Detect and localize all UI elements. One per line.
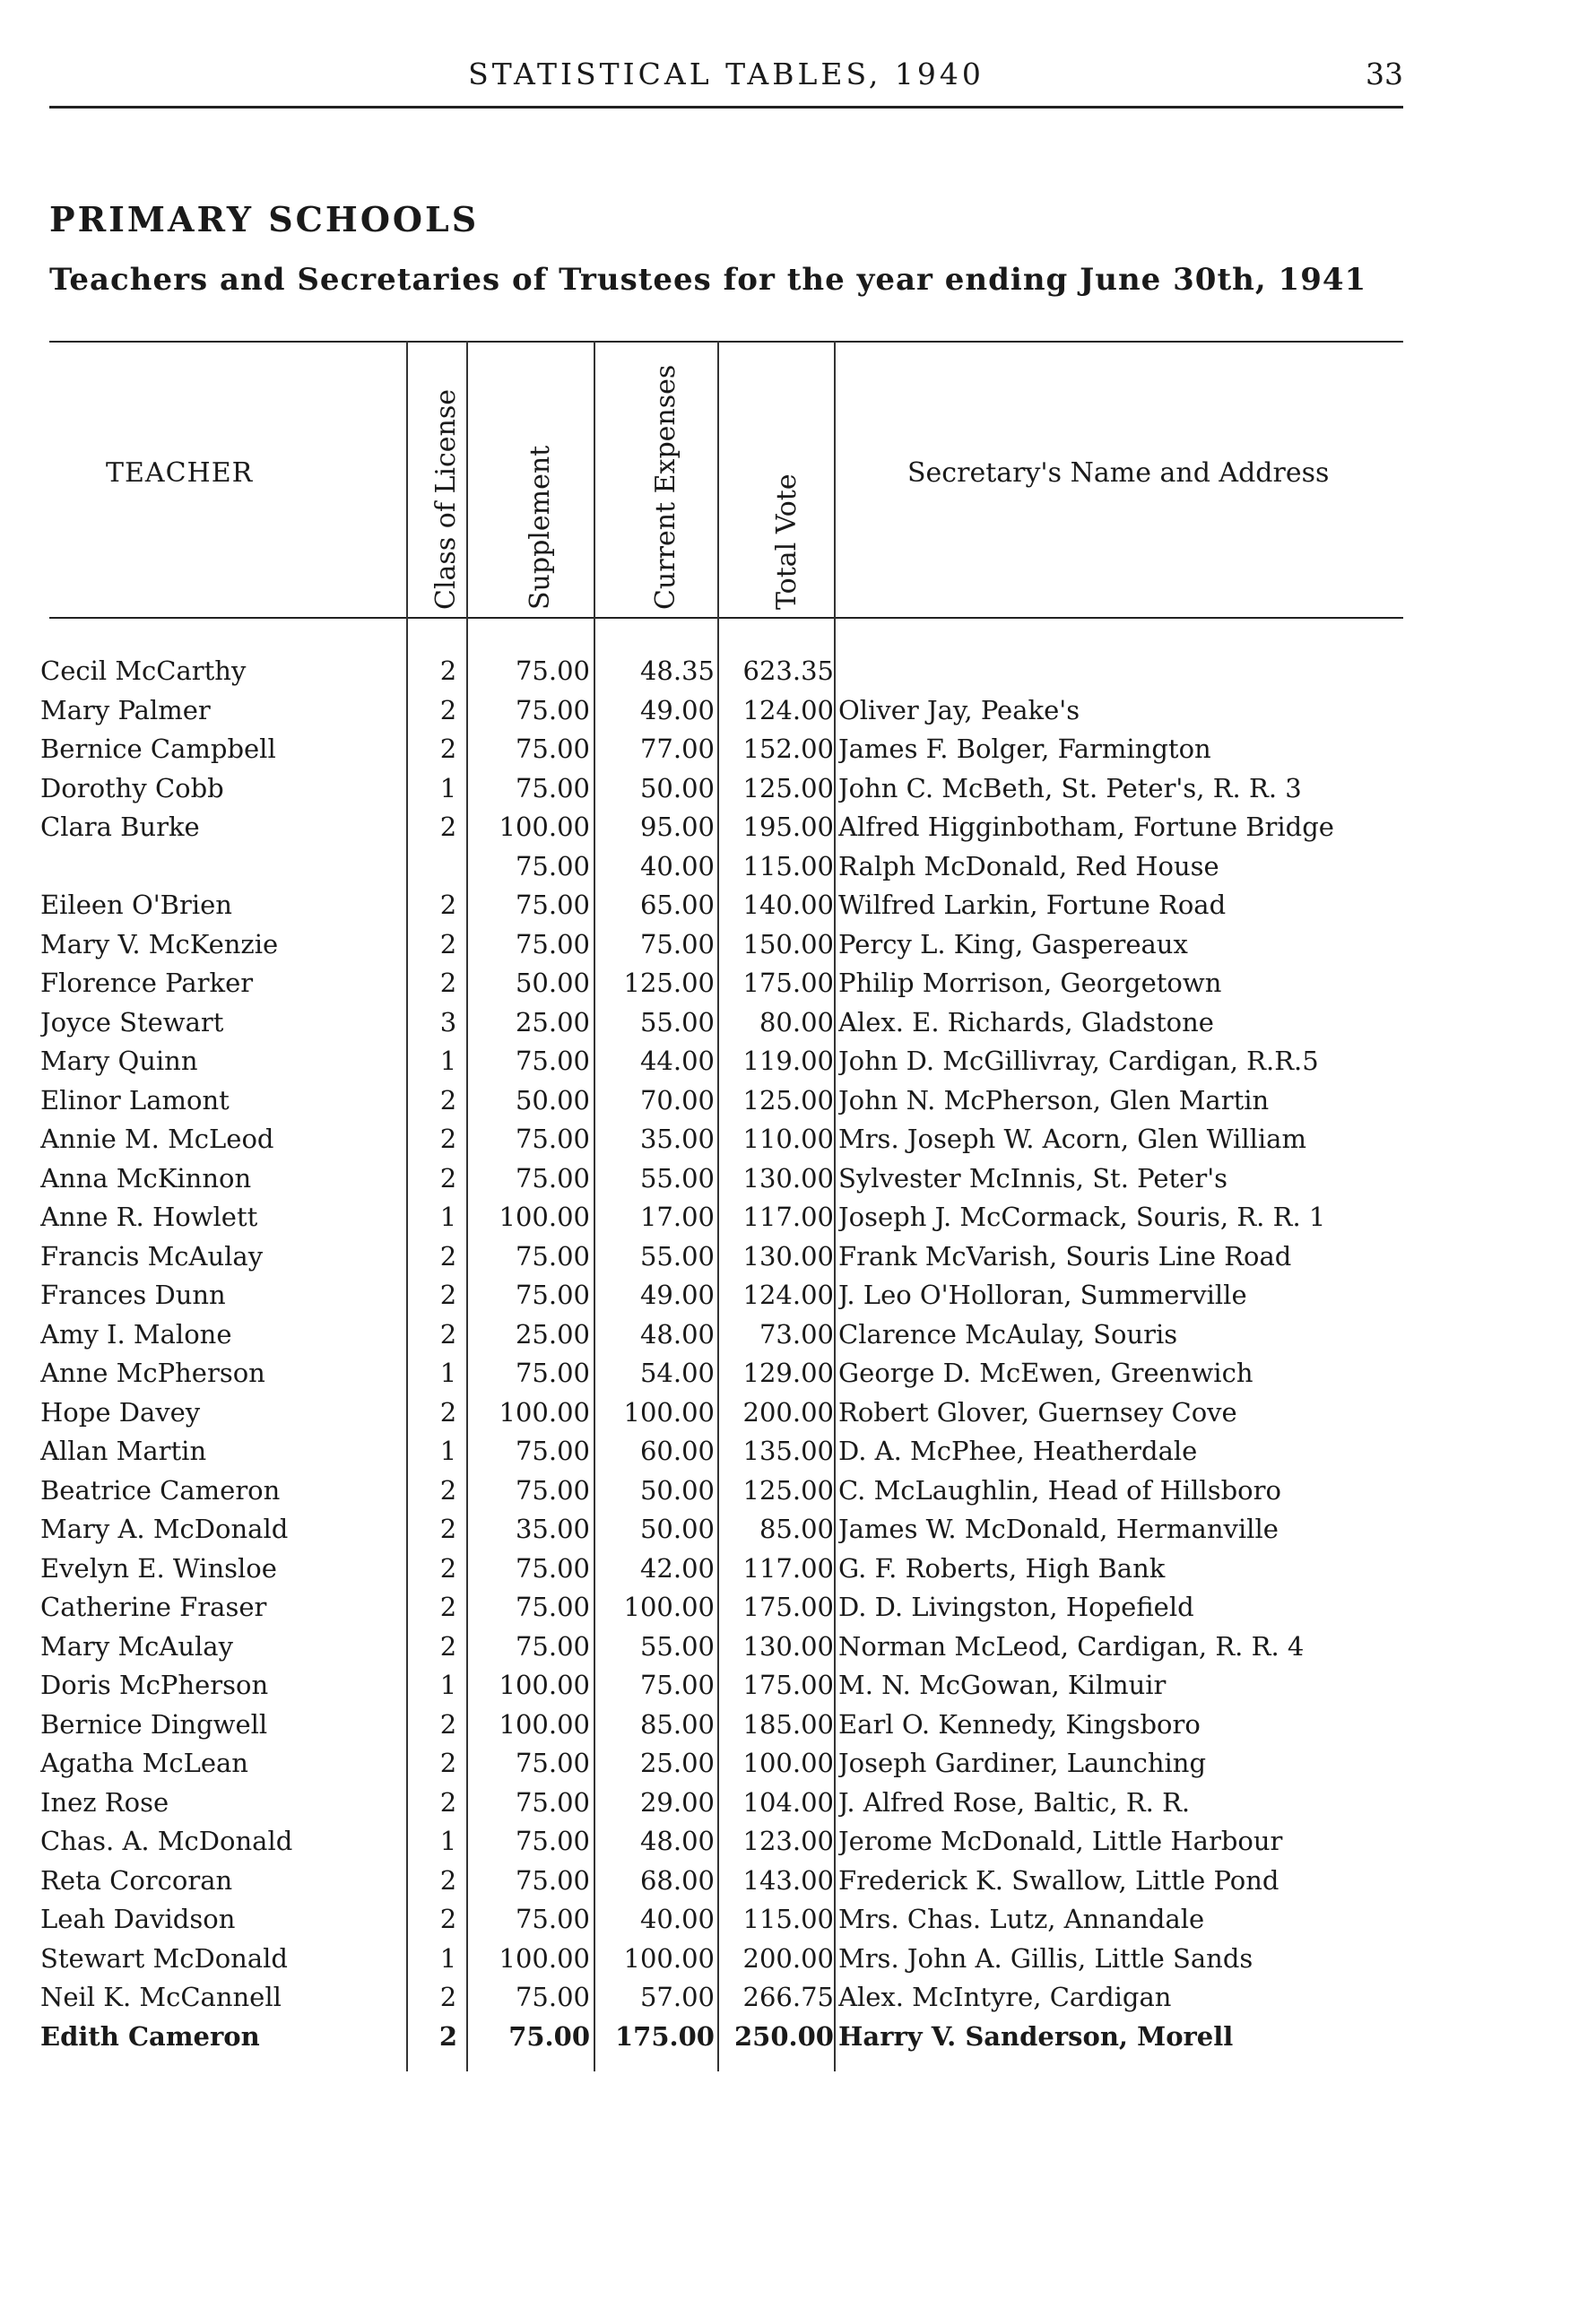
total-vote-value: 266.75 <box>742 1982 834 2012</box>
supplement-value: 75.00 <box>515 1826 590 1856</box>
table-rule-mid <box>49 617 1403 619</box>
table-row <box>40 1822 1412 1862</box>
total-vote-value: 200.00 <box>742 1396 834 1428</box>
supplement-value: 75.00 <box>515 1904 590 1934</box>
total-vote-value: 123.00 <box>742 1826 834 1856</box>
class-of-license: 2 <box>439 1514 457 1544</box>
class-of-license: 2 <box>438 2020 458 2052</box>
total-vote-value: 152.00 <box>742 734 834 764</box>
table-row <box>40 691 1412 731</box>
supplement-value: 25.00 <box>515 1006 590 1037</box>
teacher-name: Anna McKinnon <box>40 1162 252 1194</box>
current-expenses-value: 100.00 <box>623 1592 715 1622</box>
column-header-class-wrap <box>403 341 462 610</box>
column-header-total: Total Vote <box>771 473 802 610</box>
current-expenses-value: 77.00 <box>639 734 715 764</box>
page-number: 33 <box>1366 56 1403 91</box>
total-vote-value: 140.00 <box>742 890 834 920</box>
secretary-name-address: Robert Glover, Guernsey Cove <box>838 1396 1237 1428</box>
class-of-license: 1 <box>439 1670 457 1700</box>
teacher-name: Mary McAulay <box>40 1630 233 1662</box>
total-vote-value: 104.00 <box>742 1786 834 1818</box>
supplement-value: 75.00 <box>515 1358 590 1388</box>
class-of-license: 2 <box>439 1708 457 1740</box>
secretary-name-address: Mrs. Joseph W. Acorn, Glen William <box>838 1124 1306 1154</box>
supplement-value: 75.00 <box>515 1436 590 1466</box>
supplement-value: 100.00 <box>499 812 590 842</box>
secretary-name-address: D. A. McPhee, Heatherdale <box>838 1436 1198 1466</box>
secretary-name-address: Sylvester McInnis, St. Peter's <box>838 1162 1228 1194</box>
total-vote-value: 130.00 <box>742 1630 834 1662</box>
current-expenses-value: 17.00 <box>639 1202 715 1232</box>
class-of-license: 2 <box>439 1084 457 1116</box>
supplement-value: 35.00 <box>515 1514 590 1544</box>
table-row <box>40 1666 1412 1706</box>
current-expenses-value: 55.00 <box>639 1162 715 1194</box>
secretary-name-address: Jerome McDonald, Little Harbour <box>838 1826 1283 1856</box>
table-row <box>40 1432 1412 1472</box>
class-of-license: 2 <box>439 1318 457 1350</box>
supplement-value: 75.00 <box>515 694 590 725</box>
supplement-value: 75.00 <box>515 734 590 764</box>
table-row <box>40 1003 1412 1043</box>
table-row <box>40 808 1412 847</box>
supplement-value: 100.00 <box>499 1670 590 1700</box>
table-row <box>40 1042 1412 1081</box>
teacher-name: Doris McPherson <box>40 1670 269 1700</box>
class-of-license: 2 <box>439 890 457 920</box>
table-row <box>40 1784 1412 1823</box>
secretary-name-address: Alfred Higginbotham, Fortune Bridge <box>838 812 1334 842</box>
total-vote-value: 623.35 <box>742 655 834 686</box>
supplement-value: 75.00 <box>515 772 590 803</box>
teacher-name: Dorothy Cobb <box>40 772 224 803</box>
table-row <box>40 1120 1412 1159</box>
class-of-license: 2 <box>439 968 457 998</box>
table-row <box>40 1315 1412 1355</box>
secretary-name-address: Joseph J. McCormack, Souris, R. R. 1 <box>838 1202 1326 1232</box>
table-row <box>40 1081 1412 1121</box>
class-of-license: 1 <box>439 1826 457 1856</box>
column-header-current: Current Expenses <box>650 364 681 610</box>
secretary-name-address: James F. Bolger, Farmington <box>838 734 1211 764</box>
total-vote-value: 110.00 <box>742 1124 834 1154</box>
section-title: PRIMARY SCHOOLS <box>49 199 480 239</box>
page-header <box>49 49 1403 103</box>
table-row <box>40 769 1412 809</box>
current-expenses-value: 100.00 <box>623 1942 715 1974</box>
secretary-name-address: Alex. E. Richards, Gladstone <box>838 1006 1214 1037</box>
total-vote-value: 119.00 <box>742 1046 834 1076</box>
current-expenses-value: 55.00 <box>639 1006 715 1037</box>
table-row <box>40 652 1412 691</box>
teacher-name: Anne McPherson <box>40 1358 265 1388</box>
column-header-class: Class of License <box>430 388 462 610</box>
teacher-name: Mary V. McKenzie <box>40 928 279 959</box>
column-header-secretary: Secretary's Name and Address <box>907 457 1330 489</box>
class-of-license: 2 <box>439 694 457 725</box>
secretary-name-address: D. D. Livingston, Hopefield <box>838 1592 1194 1622</box>
teacher-name: Frances Dunn <box>40 1280 226 1310</box>
total-vote-value: 175.00 <box>742 968 834 998</box>
current-expenses-value: 50.00 <box>639 772 715 803</box>
column-header-current-wrap <box>623 341 681 610</box>
supplement-value: 50.00 <box>515 968 590 998</box>
teacher-name: Reta Corcoran <box>40 1864 233 1896</box>
teacher-name: Leah Davidson <box>40 1904 236 1934</box>
supplement-value: 75.00 <box>515 890 590 920</box>
teacher-name: Elinor Lamont <box>40 1084 230 1116</box>
secretary-name-address: M. N. McGowan, Kilmuir <box>838 1670 1167 1700</box>
column-header-teacher: TEACHER <box>106 457 254 489</box>
teacher-name: Edith Cameron <box>40 2020 260 2052</box>
class-of-license: 2 <box>439 1162 457 1194</box>
table-row <box>40 1588 1412 1628</box>
teacher-name: Allan Martin <box>40 1436 207 1466</box>
supplement-value: 75.00 <box>515 1748 590 1778</box>
current-expenses-value: 57.00 <box>639 1982 715 2012</box>
table-row <box>40 1550 1412 1589</box>
class-of-license: 2 <box>439 1748 457 1778</box>
teacher-name: Florence Parker <box>40 968 254 998</box>
column-header-supplement: Supplement <box>525 445 556 610</box>
secretary-name-address: Harry V. Sanderson, Morell <box>838 2020 1234 2052</box>
secretary-name-address: Frederick K. Swallow, Little Pond <box>838 1864 1279 1896</box>
current-expenses-value: 75.00 <box>639 928 715 959</box>
total-vote-value: 125.00 <box>742 772 834 803</box>
teacher-name: Beatrice Cameron <box>40 1474 281 1506</box>
secretary-name-address: John N. McPherson, Glen Martin <box>838 1084 1270 1116</box>
teacher-name: Joyce Stewart <box>40 1006 224 1037</box>
current-expenses-value: 125.00 <box>623 968 715 998</box>
supplement-value: 75.00 <box>508 2020 590 2052</box>
table-row <box>40 2018 1412 2057</box>
total-vote-value: 125.00 <box>742 1474 834 1506</box>
total-vote-value: 185.00 <box>742 1708 834 1740</box>
teacher-name: Francis McAulay <box>40 1240 264 1272</box>
current-expenses-value: 40.00 <box>639 850 715 881</box>
teacher-name: Amy I. Malone <box>40 1318 232 1350</box>
secretary-name-address: Percy L. King, Gaspereaux <box>838 928 1188 959</box>
current-expenses-value: 48.00 <box>639 1826 715 1856</box>
table-row <box>40 730 1412 769</box>
table-row <box>40 1393 1412 1433</box>
supplement-value: 75.00 <box>515 928 590 959</box>
column-header-total-wrap <box>744 341 802 610</box>
teacher-name: Chas. A. McDonald <box>40 1826 293 1856</box>
teacher-name: Clara Burke <box>40 812 200 842</box>
secretary-name-address: Clarence McAulay, Souris <box>838 1318 1178 1350</box>
table-row <box>40 1706 1412 1745</box>
current-expenses-value: 35.00 <box>639 1124 715 1154</box>
table-rule-top <box>49 341 1403 343</box>
current-expenses-value: 55.00 <box>639 1240 715 1272</box>
total-vote-value: 175.00 <box>742 1670 834 1700</box>
class-of-license: 2 <box>439 928 457 959</box>
secretary-name-address: G. F. Roberts, High Bank <box>838 1552 1166 1584</box>
secretary-name-address: John D. McGillivray, Cardigan, R.R.5 <box>838 1046 1319 1076</box>
total-vote-value: 129.00 <box>742 1358 834 1388</box>
current-expenses-value: 44.00 <box>639 1046 715 1076</box>
supplement-value: 75.00 <box>515 1280 590 1310</box>
secretary-name-address: Mrs. Chas. Lutz, Annandale <box>838 1904 1205 1934</box>
secretary-name-address: J. Alfred Rose, Baltic, R. R. <box>838 1786 1191 1818</box>
table-row <box>40 1472 1412 1511</box>
supplement-value: 75.00 <box>515 850 590 881</box>
table-row <box>40 1510 1412 1550</box>
current-expenses-value: 65.00 <box>639 890 715 920</box>
table-row <box>40 964 1412 1003</box>
teacher-name: Agatha McLean <box>40 1748 248 1778</box>
class-of-license: 1 <box>439 1942 457 1974</box>
supplement-value: 75.00 <box>515 1786 590 1818</box>
class-of-license: 2 <box>439 1864 457 1896</box>
current-expenses-value: 75.00 <box>639 1670 715 1700</box>
secretary-name-address: Alex. McIntyre, Cardigan <box>838 1982 1172 2012</box>
current-expenses-value: 40.00 <box>639 1904 715 1934</box>
secretary-name-address: Mrs. John A. Gillis, Little Sands <box>838 1942 1253 1974</box>
teacher-name: Catherine Fraser <box>40 1592 267 1622</box>
current-expenses-value: 55.00 <box>639 1630 715 1662</box>
secretary-name-address: James W. McDonald, Hermanville <box>838 1514 1279 1544</box>
column-header-supplement-wrap <box>498 341 556 610</box>
total-vote-value: 117.00 <box>742 1202 834 1232</box>
secretary-name-address: C. McLaughlin, Head of Hillsboro <box>838 1474 1281 1506</box>
secretary-name-address: Earl O. Kennedy, Kingsboro <box>838 1708 1201 1740</box>
teacher-name: Neil K. McCannell <box>40 1982 282 2012</box>
secretary-name-address: J. Leo O'Holloran, Summerville <box>838 1280 1247 1310</box>
total-vote-value: 115.00 <box>742 1904 834 1934</box>
secretary-name-address: Ralph McDonald, Red House <box>838 850 1219 881</box>
supplement-value: 75.00 <box>515 1592 590 1622</box>
current-expenses-value: 100.00 <box>623 1396 715 1428</box>
teacher-name: Evelyn E. Winsloe <box>40 1552 277 1584</box>
current-expenses-value: 48.35 <box>639 655 715 686</box>
supplement-value: 75.00 <box>515 1240 590 1272</box>
current-expenses-value: 48.00 <box>639 1318 715 1350</box>
teacher-name: Eileen O'Brien <box>40 890 232 920</box>
table-row <box>40 847 1412 887</box>
current-expenses-value: 175.00 <box>615 2020 715 2052</box>
class-of-license: 2 <box>439 1552 457 1584</box>
teacher-name: Inez Rose <box>40 1786 169 1818</box>
class-of-license: 2 <box>439 1124 457 1154</box>
teacher-name: Anne R. Howlett <box>40 1202 258 1232</box>
class-of-license: 2 <box>439 1904 457 1934</box>
supplement-value: 75.00 <box>515 1124 590 1154</box>
total-vote-value: 85.00 <box>759 1514 834 1544</box>
current-expenses-value: 25.00 <box>639 1748 715 1778</box>
supplement-value: 75.00 <box>515 1864 590 1896</box>
table-row <box>40 1900 1412 1940</box>
supplement-value: 100.00 <box>499 1708 590 1740</box>
table-row <box>40 1978 1412 2018</box>
class-of-license: 2 <box>439 734 457 764</box>
supplement-value: 100.00 <box>499 1942 590 1974</box>
total-vote-value: 143.00 <box>742 1864 834 1896</box>
table-row <box>40 1628 1412 1667</box>
class-of-license: 2 <box>439 655 457 686</box>
table-row <box>40 1276 1412 1315</box>
teacher-name: Cecil McCarthy <box>40 655 247 686</box>
class-of-license: 2 <box>439 1786 457 1818</box>
total-vote-value: 175.00 <box>742 1592 834 1622</box>
total-vote-value: 250.00 <box>734 2020 834 2052</box>
total-vote-value: 124.00 <box>742 1280 834 1310</box>
current-expenses-value: 70.00 <box>639 1084 715 1116</box>
table-row <box>40 1862 1412 1901</box>
supplement-value: 75.00 <box>515 1162 590 1194</box>
secretary-name-address: Oliver Jay, Peake's <box>838 694 1080 725</box>
total-vote-value: 195.00 <box>742 812 834 842</box>
teacher-name: Mary A. McDonald <box>40 1514 289 1544</box>
total-vote-value: 200.00 <box>742 1942 834 1974</box>
teacher-name: Bernice Campbell <box>40 734 276 764</box>
teacher-name: Annie M. McLeod <box>40 1124 274 1154</box>
current-expenses-value: 50.00 <box>639 1514 715 1544</box>
class-of-license: 2 <box>439 812 457 842</box>
class-of-license: 2 <box>439 1396 457 1428</box>
supplement-value: 75.00 <box>515 1046 590 1076</box>
supplement-value: 50.00 <box>515 1084 590 1116</box>
table-row <box>40 1159 1412 1199</box>
current-expenses-value: 29.00 <box>639 1786 715 1818</box>
current-expenses-value: 68.00 <box>639 1864 715 1896</box>
secretary-name-address: Philip Morrison, Georgetown <box>838 968 1222 998</box>
current-expenses-value: 60.00 <box>639 1436 715 1466</box>
table-row <box>40 1744 1412 1784</box>
total-vote-value: 150.00 <box>742 928 834 959</box>
class-of-license: 2 <box>439 1280 457 1310</box>
supplement-value: 75.00 <box>515 1982 590 2012</box>
class-of-license: 2 <box>439 1474 457 1506</box>
class-of-license: 1 <box>439 1046 457 1076</box>
secretary-name-address: George D. McEwen, Greenwich <box>838 1358 1253 1388</box>
total-vote-value: 130.00 <box>742 1240 834 1272</box>
running-title: STATISTICAL TABLES, 1940 <box>468 56 984 91</box>
table-body <box>40 652 1412 2056</box>
teacher-name: Bernice Dingwell <box>40 1708 268 1740</box>
total-vote-value: 125.00 <box>742 1084 834 1116</box>
current-expenses-value: 95.00 <box>639 812 715 842</box>
class-of-license: 1 <box>439 1436 457 1466</box>
total-vote-value: 73.00 <box>759 1318 834 1350</box>
class-of-license: 1 <box>439 1358 457 1388</box>
total-vote-value: 135.00 <box>742 1436 834 1466</box>
teacher-name: Hope Davey <box>40 1396 201 1428</box>
teacher-name: Mary Quinn <box>40 1046 198 1076</box>
class-of-license: 2 <box>439 1630 457 1662</box>
table-row <box>40 1354 1412 1393</box>
supplement-value: 75.00 <box>515 655 590 686</box>
secretary-name-address: Joseph Gardiner, Launching <box>838 1748 1207 1778</box>
secretary-name-address: Norman McLeod, Cardigan, R. R. 4 <box>838 1630 1305 1662</box>
teacher-name: Mary Palmer <box>40 694 211 725</box>
table-row <box>40 886 1412 925</box>
current-expenses-value: 49.00 <box>639 1280 715 1310</box>
table-row <box>40 925 1412 965</box>
class-of-license: 3 <box>439 1006 457 1037</box>
table-row <box>40 1940 1412 1979</box>
supplement-value: 100.00 <box>499 1202 590 1232</box>
supplement-value: 75.00 <box>515 1552 590 1584</box>
total-vote-value: 80.00 <box>759 1006 834 1037</box>
current-expenses-value: 54.00 <box>639 1358 715 1388</box>
section-subtitle: Teachers and Secretaries of Trustees for the year ending June 30th, 1941 <box>49 262 1367 298</box>
class-of-license: 2 <box>439 1592 457 1622</box>
secretary-name-address: Wilfred Larkin, Fortune Road <box>838 890 1227 920</box>
current-expenses-value: 50.00 <box>639 1474 715 1506</box>
supplement-value: 100.00 <box>499 1396 590 1428</box>
table-row <box>40 1237 1412 1277</box>
secretary-name-address: Frank McVarish, Souris Line Road <box>838 1240 1292 1272</box>
total-vote-value: 117.00 <box>742 1552 834 1584</box>
total-vote-value: 115.00 <box>742 850 834 881</box>
teacher-name: Stewart McDonald <box>40 1942 288 1974</box>
supplement-value: 25.00 <box>515 1318 590 1350</box>
class-of-license: 1 <box>439 772 457 803</box>
table-row <box>40 1198 1412 1237</box>
total-vote-value: 100.00 <box>742 1748 834 1778</box>
class-of-license: 2 <box>439 1240 457 1272</box>
current-expenses-value: 42.00 <box>639 1552 715 1584</box>
current-expenses-value: 85.00 <box>639 1708 715 1740</box>
total-vote-value: 130.00 <box>742 1162 834 1194</box>
supplement-value: 75.00 <box>515 1474 590 1506</box>
total-vote-value: 124.00 <box>742 694 834 725</box>
class-of-license: 1 <box>439 1202 457 1232</box>
header-rule <box>49 106 1403 109</box>
current-expenses-value: 49.00 <box>639 694 715 725</box>
supplement-value: 75.00 <box>515 1630 590 1662</box>
class-of-license: 2 <box>439 1982 457 2012</box>
secretary-name-address: John C. McBeth, St. Peter's, R. R. 3 <box>838 772 1302 803</box>
